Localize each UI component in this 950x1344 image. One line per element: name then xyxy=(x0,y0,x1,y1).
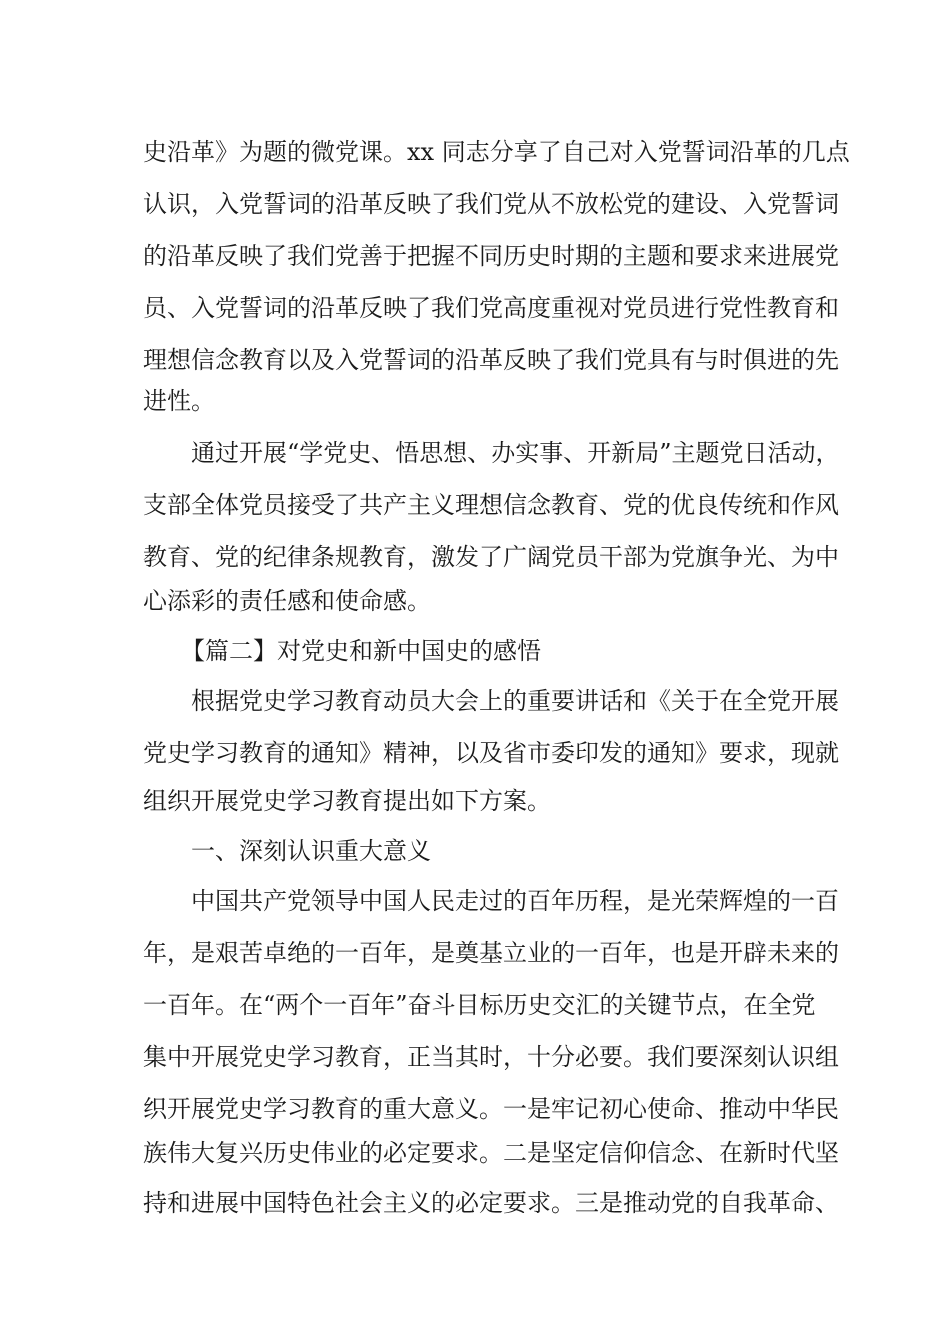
paragraph-first-line: 通过开展“学党史、悟思想、办实事、开新局”主题党日活动， xyxy=(191,439,840,467)
text-line: 组织开展党史学习教育提出如下方案。 xyxy=(143,787,551,815)
text-line: 支部全体党员接受了共产主义理想信念教育、党的优良传统和作风 xyxy=(143,491,839,519)
text-line: 持和进展中国特色社会主义的必定要求。三是推动党的自我革命、 xyxy=(143,1189,839,1217)
text-line: 族伟大复兴历史伟业的必定要求。二是坚定信仰信念、在新时代坚 xyxy=(143,1139,839,1167)
text-line: 年，是艰苦卓绝的一百年，是奠基立业的一百年，也是开辟未来的 xyxy=(143,939,839,967)
text-line: 进性。 xyxy=(143,387,215,415)
subsection-heading: 一、深刻认识重大意义 xyxy=(191,837,431,865)
text-line: 集中开展党史学习教育，正当其时，十分必要。我们要深刻认识组 xyxy=(143,1043,839,1071)
text-line: 员、入党誓词的沿革反映了我们党高度重视对党员进行党性教育和 xyxy=(143,294,839,322)
text-line: 党史学习教育的通知》精神，以及省市委印发的通知》要求，现就 xyxy=(143,739,839,767)
paragraph-first-line: 中国共产党领导中国人民走过的百年历程，是光荣辉煌的一百 xyxy=(191,887,839,915)
paragraph-first-line: 根据党史学习教育动员大会上的重要讲话和《关于在全党开展 xyxy=(191,687,839,715)
text-line: 史沿革》为题的微党课。xx 同志分享了自己对入党誓词沿革的几点 xyxy=(143,138,850,166)
text-line: 理想信念教育以及入党誓词的沿革反映了我们党具有与时俱进的先 xyxy=(143,346,839,374)
text-line: 认识，入党誓词的沿革反映了我们党从不放松党的建设、入党誓词 xyxy=(143,190,839,218)
section-heading: 【篇二】对党史和新中国史的感悟 xyxy=(181,637,541,665)
text-line: 一百年。在“两个一百年”奋斗目标历史交汇的关键节点，在全党 xyxy=(143,991,816,1019)
text-line: 的沿革反映了我们党善于把握不同历史时期的主题和要求来进展党 xyxy=(143,242,839,270)
text-line: 教育、党的纪律条规教育，激发了广阔党员干部为党旗争光、为中 xyxy=(143,543,839,571)
text-line: 心添彩的责任感和使命感。 xyxy=(143,587,431,615)
text-line: 织开展党史学习教育的重大意义。一是牢记初心使命、推动中华民 xyxy=(143,1095,839,1123)
